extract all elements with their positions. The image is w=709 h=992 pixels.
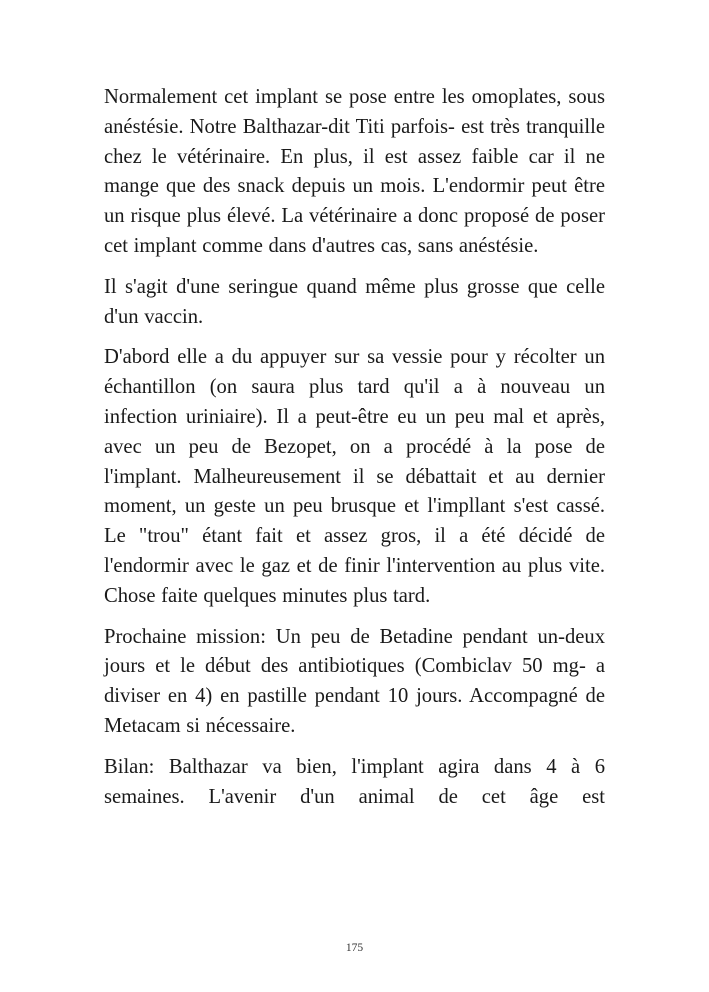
page-number: 175 [345, 942, 364, 954]
text-body [104, 83, 605, 812]
paragraph-summary: Bilan: Balthazar va bien, l'implant agira dans 4 à 6 semaines. L'avenir d'un animal de cet âge est [104, 755, 605, 808]
paragraph-next-mission: Prochaine mission: Un peu de Betadine pendant un-deux jours et le début des antibiotiques (Combiclav 50 mg- a diviser en 4) en pastille pendant 10 jours. Accompagné de Metacam si nécessaire. [104, 625, 605, 737]
paragraph-syringe: Il s'agit d'une seringue quand même plus grosse que celle d'un vaccin. [104, 275, 605, 328]
paragraph-intervention: D'abord elle a du appuyer sur sa vessie pour y récolter un échantillon (on saura plus tard qu'il a à nouveau un infection uriniaire). Il a peut-être eu un peu mal et après, avec un peu de Bezopet, on a procédé à la pose de l'implant. Malheureusement il se débattait et au dernier moment, un geste un peu brusque et l'impllant s'est cassé. Le "trou" étant fait et assez gros, il a été décidé de l'endormir avec le gaz et de finir l'intervention au plus vite. Chose faite quelques minutes plus tard. [104, 346, 605, 607]
paragraph-implant-procedure: Normalement cet implant se pose entre les omoplates, sous anéstésie. Notre Balthazar-dit Titi parfois- est très tranquille chez le vétérinaire. En plus, il est assez faible car il ne mange que des snack depuis un mois. L'endormir peut être un risque plus élevé. La vétérinaire a donc proposé de poser cet implant comme dans d'autres cas, sans anéstésie. [104, 86, 605, 257]
